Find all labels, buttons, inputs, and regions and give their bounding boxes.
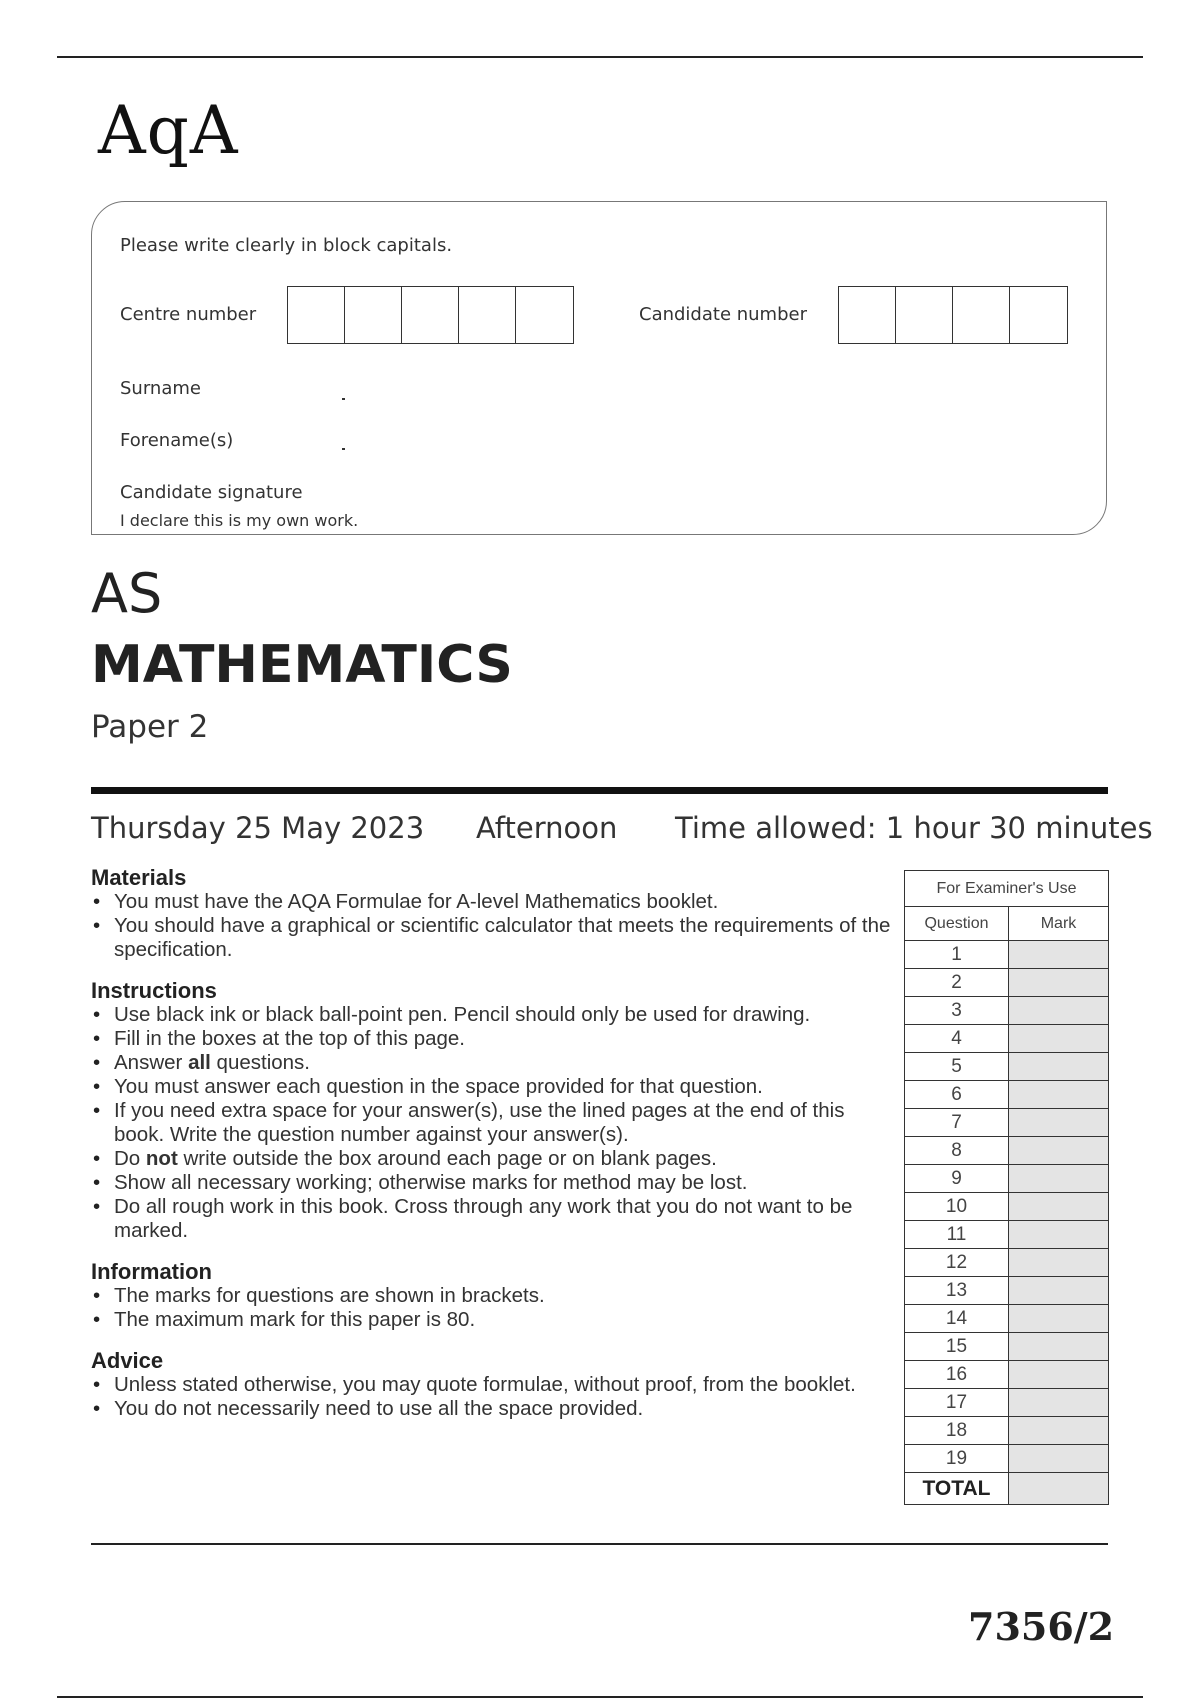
total-row [905,1473,1109,1505]
question-number-cell: 14 [905,1305,1009,1333]
table-row [905,1137,1109,1165]
candidate-details-box [91,201,1107,535]
question-number-cell: 2 [905,969,1009,997]
question-number-cell: 13 [905,1277,1009,1305]
list-item: • Use black ink or black ball-point pen. Pencil should only be used for drawing. [91,1003,891,1027]
question-number-cell: 5 [905,1053,1009,1081]
table-row [905,1361,1109,1389]
forename-field[interactable] [342,448,345,450]
table-row [905,1445,1109,1473]
candidate-number-field[interactable] [838,286,1068,344]
mark-cell [1009,1305,1109,1333]
total-label: TOTAL [905,1473,1009,1505]
centre-number-digit[interactable] [345,287,402,343]
list-item: • Fill in the boxes at the top of this page. [91,1027,891,1051]
examiners-use-table [904,870,1109,1505]
table-row [905,1193,1109,1221]
surname-label: Surname [120,378,201,399]
information-section [91,1260,891,1332]
list-item: • Answer all questions. [91,1051,891,1075]
question-number-cell: 17 [905,1389,1009,1417]
table-row [905,1333,1109,1361]
mark-cell [1009,1389,1109,1417]
question-number-cell: 8 [905,1137,1009,1165]
declaration-text: I declare this is my own work. [120,511,359,530]
information-heading: Information [91,1259,212,1284]
mark-cell [1009,1053,1109,1081]
mark-cell [1009,1277,1109,1305]
table-row [905,997,1109,1025]
list-item: • Unless stated otherwise, you may quote formulae, without proof, from the booklet. [91,1373,891,1397]
advice-list [91,1373,891,1421]
mark-cell [1009,969,1109,997]
instructions-heading: Instructions [91,978,217,1003]
centre-number-field[interactable] [287,286,574,344]
materials-section [91,866,891,962]
mark-cell [1009,1025,1109,1053]
question-number-cell: 1 [905,941,1009,969]
table-row [905,1277,1109,1305]
signature-label: Candidate signature [120,482,303,503]
surname-field[interactable] [342,398,345,400]
instructions-column [91,866,891,1438]
paper-name: Paper 2 [91,709,209,745]
bottom-rule [91,1543,1108,1545]
title-divider [91,787,1108,794]
table-row [905,1389,1109,1417]
table-row [905,1109,1109,1137]
mark-cell [1009,1361,1109,1389]
mark-cell [1009,941,1109,969]
qualification-level: AS [91,562,163,625]
list-item: • You should have a graphical or scientific calculator that meets the requirements of the specification. [91,914,891,962]
advice-heading: Advice [91,1348,164,1373]
question-number-cell: 18 [905,1417,1009,1445]
question-number-cell: 11 [905,1221,1009,1249]
question-number-cell: 3 [905,997,1009,1025]
examiners-use-heading: For Examiner's Use [905,871,1109,907]
total-mark-cell [1009,1473,1109,1505]
table-row [905,1081,1109,1109]
table-row [905,1025,1109,1053]
question-number-cell: 15 [905,1333,1009,1361]
centre-number-digit[interactable] [402,287,459,343]
candidate-number-digit[interactable] [896,287,953,343]
list-item: • Do not write outside the box around each page or on blank pages. [91,1147,891,1171]
instructions-list [91,1003,891,1243]
advice-section [91,1349,891,1421]
mark-cell [1009,1081,1109,1109]
page-bottom-rule [57,1696,1143,1698]
table-row [905,1305,1109,1333]
exam-session: Afternoon [476,811,618,845]
mark-cell [1009,1193,1109,1221]
subject-title: MATHEMATICS [91,635,513,695]
mark-cell [1009,997,1109,1025]
question-number-cell: 9 [905,1165,1009,1193]
time-allowed: Time allowed: 1 hour 30 minutes [675,811,1153,845]
question-column-header: Question [905,907,1009,941]
mark-cell [1009,1417,1109,1445]
materials-list [91,890,891,962]
list-item: • You must have the AQA Formulae for A-level Mathematics booklet. [91,890,891,914]
list-item: • You must answer each question in the space provided for that question. [91,1075,891,1099]
candidate-number-digit[interactable] [1010,287,1067,343]
mark-cell [1009,1221,1109,1249]
list-item: • Do all rough work in this book. Cross through any work that you do not want to be marked. [91,1195,891,1243]
table-row [905,941,1109,969]
question-number-cell: 19 [905,1445,1009,1473]
candidate-number-label: Candidate number [639,304,807,325]
candidate-number-digit[interactable] [839,287,896,343]
table-row [905,1221,1109,1249]
list-item: • Show all necessary working; otherwise marks for method may be lost. [91,1171,891,1195]
centre-number-label: Centre number [120,304,257,325]
table-row [905,1417,1109,1445]
mark-cell [1009,1109,1109,1137]
question-number-cell: 10 [905,1193,1009,1221]
forename-label: Forename(s) [120,430,234,451]
question-number-cell: 12 [905,1249,1009,1277]
list-item: • The marks for questions are shown in brackets. [91,1284,891,1308]
centre-number-digit[interactable] [459,287,516,343]
list-item: • If you need extra space for your answer(s), use the lined pages at the end of this book. Write the question number against your answer(s). [91,1099,891,1147]
table-row [905,1249,1109,1277]
table-row [905,969,1109,997]
table-row [905,1165,1109,1193]
mark-cell [1009,1137,1109,1165]
mark-cell [1009,1249,1109,1277]
information-list [91,1284,891,1332]
mark-cell [1009,1333,1109,1361]
candidate-number-digit[interactable] [953,287,1010,343]
mark-cell [1009,1445,1109,1473]
paper-code: 7356/2 [968,1604,1115,1649]
question-number-cell: 6 [905,1081,1009,1109]
question-number-cell: 16 [905,1361,1009,1389]
mark-cell [1009,1165,1109,1193]
question-number-cell: 7 [905,1109,1009,1137]
materials-heading: Materials [91,865,187,890]
aqa-logo: AqA [98,92,239,169]
instructions-section [91,979,891,1243]
centre-number-digit[interactable] [288,287,345,343]
table-row [905,1053,1109,1081]
top-rule [57,56,1143,58]
block-capitals-instruction: Please write clearly in block capitals. [120,235,453,256]
list-item: • You do not necessarily need to use all the space provided. [91,1397,891,1421]
exam-date: Thursday 25 May 2023 [91,811,425,845]
question-number-cell: 4 [905,1025,1009,1053]
examiners-use-rows [905,941,1109,1473]
list-item: • The maximum mark for this paper is 80. [91,1308,891,1332]
centre-number-digit[interactable] [516,287,573,343]
mark-column-header: Mark [1009,907,1109,941]
